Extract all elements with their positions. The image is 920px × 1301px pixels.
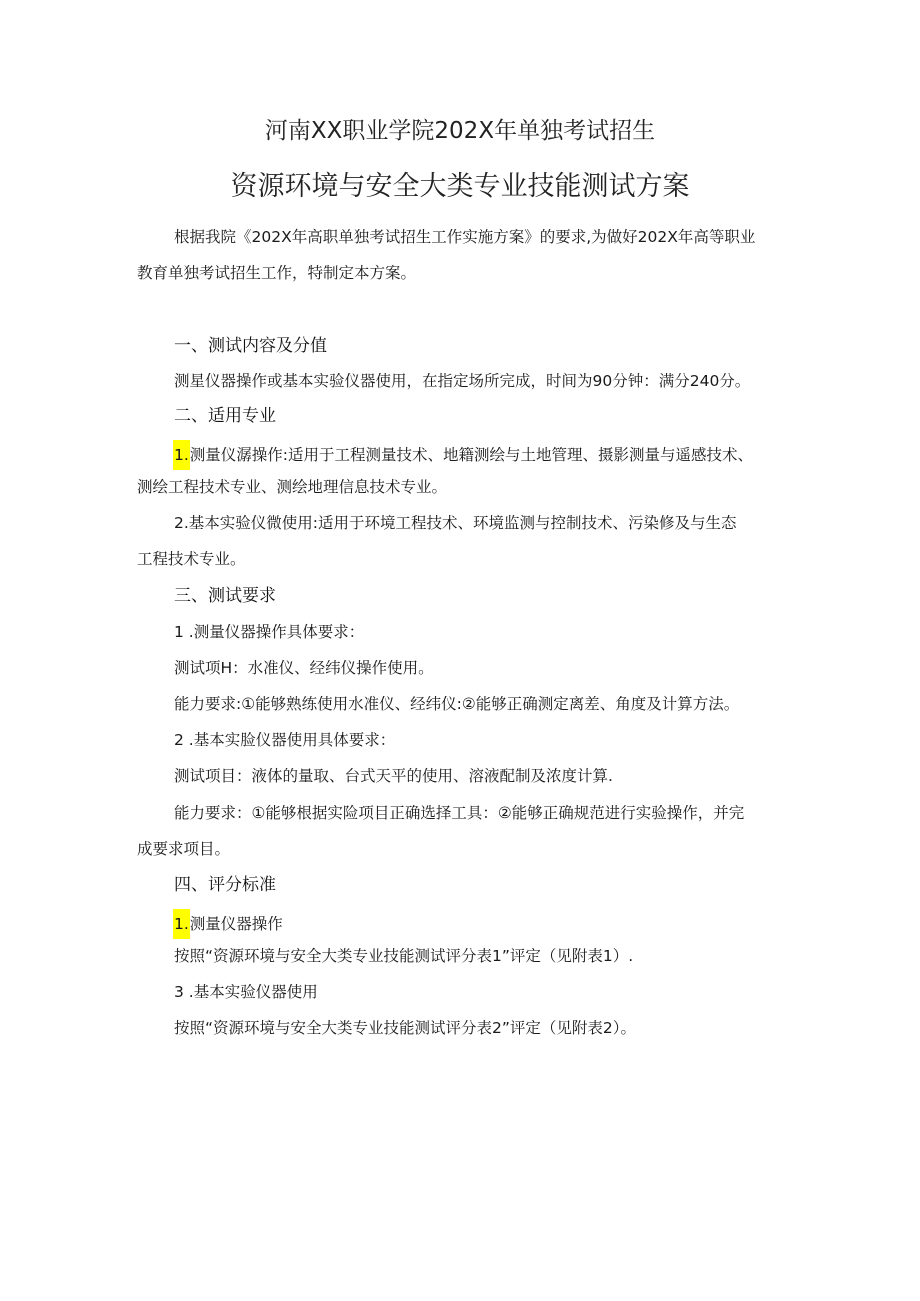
section3-sub2-title: 2 .基本实脸仪器使用具体要求： bbox=[174, 731, 396, 749]
section3-sub1-items: 测试项H：水准仪、经纬仪操作使用。 bbox=[174, 659, 434, 677]
intro-line2: 教育单独考试招生工作，特制定本方案。 bbox=[137, 264, 417, 282]
section3-heading: 三、测试要求 bbox=[174, 586, 276, 606]
section3-sub1-ability: 能力要求:①能够熟练使用水准仪、经纬仪:②能够正确测定离差、角度及计算方法。 bbox=[174, 695, 740, 713]
section4-heading: 四、评分标准 bbox=[174, 875, 276, 895]
section2-item1-line2: 测绘工程技术专业、测绘地理信息技术专业。 bbox=[137, 478, 448, 496]
section2-item1-line1 bbox=[174, 440, 753, 470]
section3-sub2-items: 测试项目：液体的量取、台式天平的使用、溶液配制及浓度计算. bbox=[174, 767, 613, 785]
intro-line1: 根据我院《202X年高职单独考试招生工作实施方案》的要求,为做好202X年高等职业 bbox=[174, 228, 756, 246]
highlighted-number: 1. bbox=[173, 440, 190, 470]
section4-item2-title: 3 .基本实验仪器使用 bbox=[174, 983, 318, 1001]
section4-item1-text: 按照“资源环境与安全大类专业技能测试评分表1”评定（见附表1）. bbox=[174, 947, 634, 965]
section3-sub2-ability-line1: 能力要求：①能够根据实险项目正确选择工具：②能够正确规范进行实验操作，并完 bbox=[174, 804, 745, 822]
section3-sub1-title: 1 .测量仪器操作具体要求： bbox=[174, 623, 365, 641]
section2-item2-line1: 2.基本实验仪微使用:适用于环境工程技术、环境监测与控制技术、污染修及与生态 bbox=[174, 514, 737, 532]
section3-sub2-ability-line2: 成要求项目。 bbox=[137, 840, 231, 858]
section2-item1-text: 测量仪潺操作:适用于工程测量技术、地籍测绘与土地管理、摄影测量与遥感技术、 bbox=[189, 446, 754, 464]
highlighted-number: 1. bbox=[173, 909, 190, 939]
document-title-line1: 河南XX职业学院202X年单独考试招生 bbox=[264, 118, 656, 144]
document-title-line2: 资源环境与安全大类专业技能测试方案 bbox=[230, 171, 690, 202]
section4-item2-text: 按照“资源环境与安全大类专业技能测试评分表2”评定（见附表2）。 bbox=[174, 1019, 637, 1037]
section2-item2-line2: 工程技术专业。 bbox=[137, 550, 246, 568]
section4-item1-title: 测量仪器操作 bbox=[189, 915, 283, 933]
section1-text: 测星仪器操作或基本实验仪器使用，在指定场所完成，时间为90分钟：满分240分。 bbox=[174, 372, 751, 390]
section2-heading: 二、适用专业 bbox=[174, 406, 276, 426]
section1-heading: 一、测试内容及分值 bbox=[174, 336, 327, 356]
section4-item1-title-line bbox=[174, 909, 283, 939]
